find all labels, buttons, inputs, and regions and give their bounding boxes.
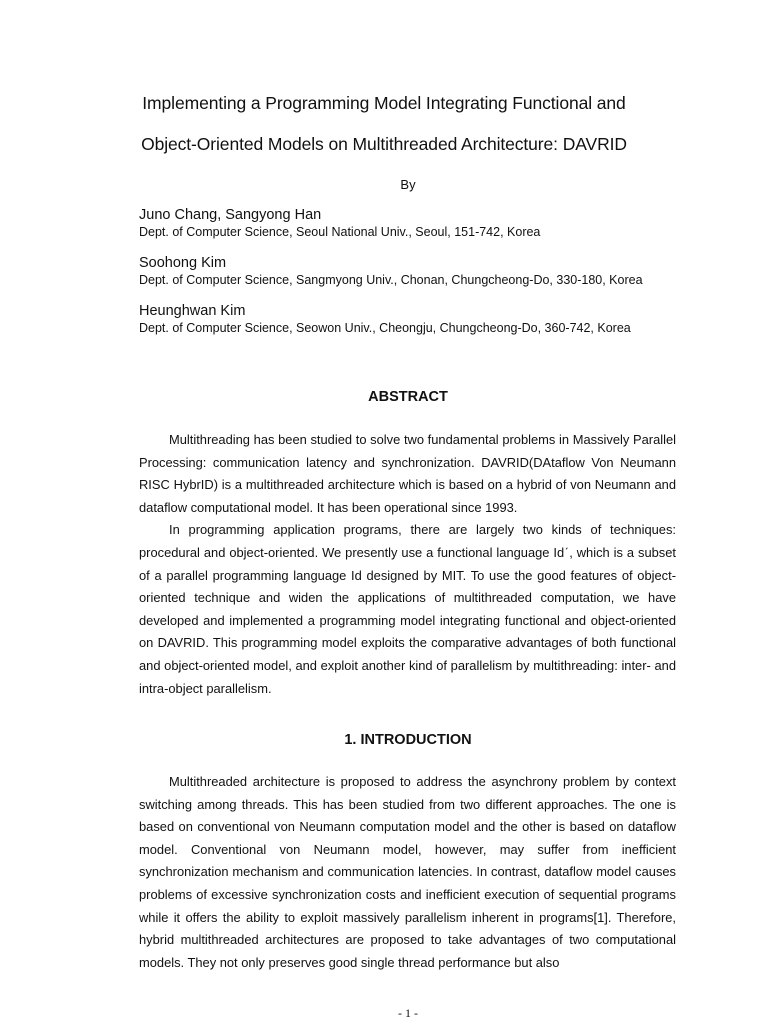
author-name-2: Soohong Kim bbox=[139, 255, 227, 271]
author-name-1: Juno Chang, Sangyong Han bbox=[139, 207, 322, 223]
author-name-3: Heunghwan Kim bbox=[139, 303, 246, 319]
abstract-heading: ABSTRACT bbox=[368, 389, 448, 405]
paper-title-line-2: Object-Oriented Models on Multithreaded Architecture: DAVRID bbox=[141, 134, 627, 154]
paper-title-line-1: Implementing a Programming Model Integrating Functional and bbox=[142, 93, 626, 113]
author-affiliation-3: Dept. of Computer Science, Seowon Univ., Cheongju, Chungcheong-Do, 360-742, Korea bbox=[139, 321, 631, 335]
author-affiliation-1: Dept. of Computer Science, Seoul National Univ., Seoul, 151-742, Korea bbox=[139, 225, 541, 239]
abstract-body bbox=[139, 429, 676, 700]
by-label: By bbox=[400, 177, 416, 192]
introduction-heading: 1. INTRODUCTION bbox=[344, 732, 472, 748]
page-number: - 1 - bbox=[398, 1006, 418, 1020]
abstract-paragraph-1: Multithreading has been studied to solve two fundamental problems in Massively Parallel Processing: communication latency and synchronization. DAVRID(DAtaflow Von Neumann RISC HybrID) is a multithreaded architecture which is based on a hybrid of von Neumann and dataflow computational model. It has been operational since 1993. bbox=[139, 432, 676, 515]
abstract-paragraph-2: In programming application programs, there are largely two kinds of techniques: procedural and object-oriented. We presently use a functional language Idˊ, which is a subset of a parallel programming language Id designed by MIT. To use the good features of object-oriented technique and widen the applications of multithreaded computation, we have developed and implemented a programming model integrating functional and object-oriented on DAVRID. This programming model exploits the comparative advantages of both functional and object-oriented model, and exploit another kind of parallelism by multithreading: inter- and intra-object parallelism. bbox=[139, 522, 676, 696]
introduction-paragraph-1: Multithreaded architecture is proposed to address the asynchrony problem by context switching among threads. This has been studied from two different approaches. The one is based on conventional von Neumann computation model and the other is based on dataflow model. Conventional von Neumann model, however, may suffer from inefficient synchronization mechanism and communication latencies. In contrast, dataflow model causes problems of excessive synchronization costs and inefficient execution of sequential programs while it offers the ability to exploit massively parallelism inherent in programs[1]. Therefore, hybrid multithreaded architectures are proposed to take advantages of two computational models. They not only preserves good single thread performance but also bbox=[139, 774, 676, 970]
author-affiliation-2: Dept. of Computer Science, Sangmyong Univ., Chonan, Chungcheong-Do, 330-180, Korea bbox=[139, 273, 643, 287]
introduction-body bbox=[139, 771, 676, 974]
